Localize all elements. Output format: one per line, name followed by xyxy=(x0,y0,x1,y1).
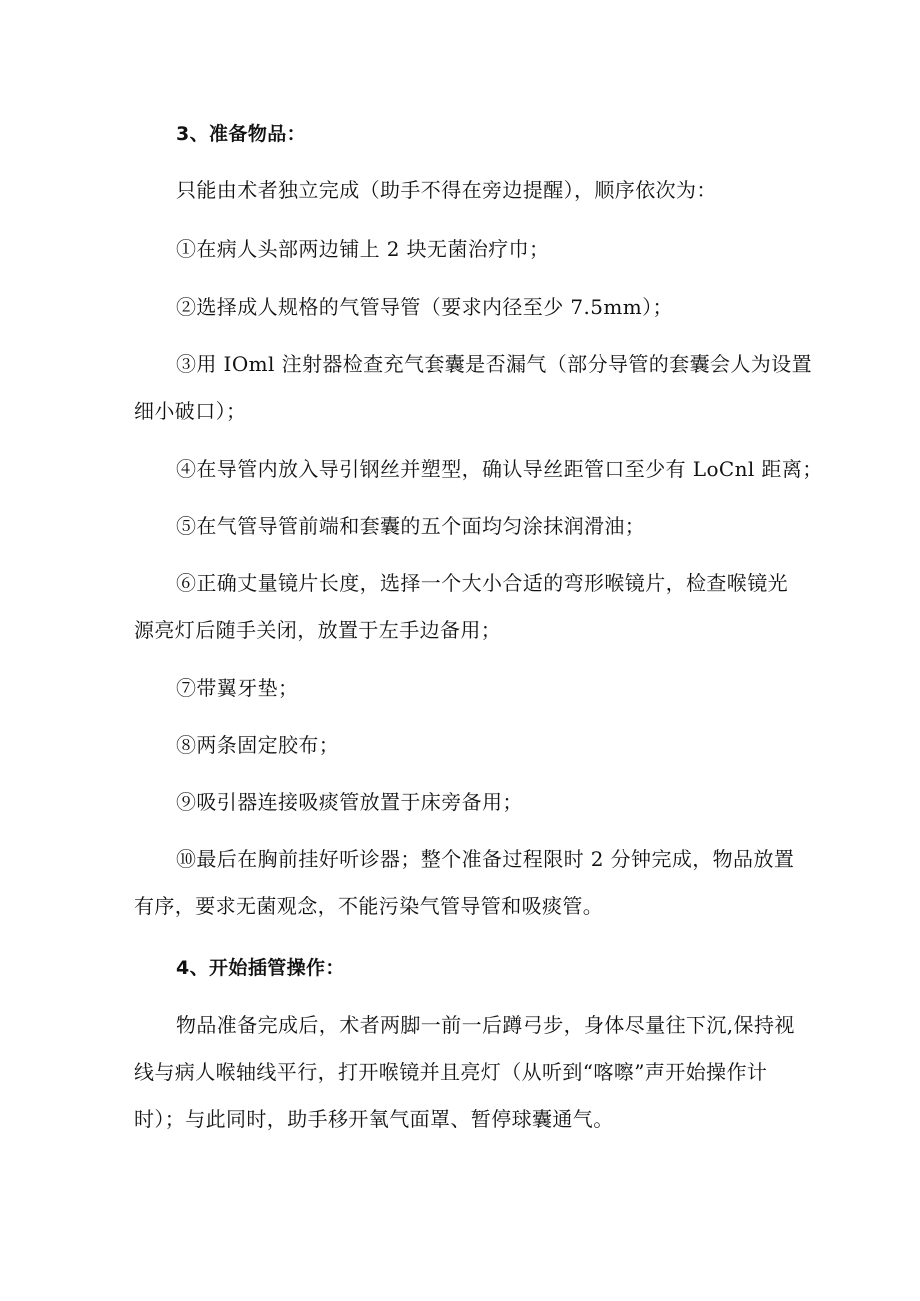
section-4-paragraph-line-2: 线与病人喉轴线平行，打开喉镜并且亮灯（从听到“喀嚓”声开始操作计 xyxy=(134,1060,768,1084)
prep-item-7: ⑦带翼牙垫； xyxy=(176,676,299,700)
prep-item-6-line-2: 源亮灯后随手关闭，放置于左手边备用； xyxy=(134,618,502,642)
prep-item-5: ⑤在气管导管前端和套囊的五个面均匀涂抹润滑油； xyxy=(176,514,646,538)
prep-item-8: ⑧两条固定胶布； xyxy=(176,733,340,757)
prep-item-10-line-1: ⑩最后在胸前挂好听诊器；整个准备过程限时 2 分钟完成，物品放置 xyxy=(176,847,795,871)
section-3-intro: 只能由术者独立完成（助手不得在旁边提醒），顺序依次为： xyxy=(176,178,717,202)
prep-item-9: ⑨吸引器连接吸痰管放置于床旁备用； xyxy=(176,790,523,814)
prep-item-10-line-2: 有序，要求无菌观念，不能污染气管导管和吸痰管。 xyxy=(134,894,604,918)
prep-item-1: ①在病人头部两边铺上 2 块无菌治疗巾； xyxy=(176,237,550,261)
prep-item-6-line-1: ⑥正确丈量镜片长度，选择一个大小合适的弯形喉镜片，检查喉镜光 xyxy=(176,571,788,595)
prep-item-3-line-1: ③用 IOml 注射器检查充气套囊是否漏气（部分导管的套囊会人为设置 xyxy=(176,352,812,376)
prep-item-2: ②选择成人规格的气管导管（要求内径至少 7.5mm）； xyxy=(176,295,673,319)
section-4-paragraph-line-3: 时）；与此同时，助手移开氧气面罩、暂停球囊通气。 xyxy=(134,1107,614,1131)
prep-item-4: ④在导管内放入导引钢丝并塑型，确认导丝距管口至少有 LoCnl 距离； xyxy=(176,457,823,481)
section-4-paragraph-line-1: 物品准备完成后，术者两脚一前一后蹲弓步，身体尽量往下沉,保持视 xyxy=(176,1013,795,1037)
section-3-heading: 3、准备物品： xyxy=(176,123,307,145)
prep-item-3-line-2: 细小破口）； xyxy=(134,399,247,423)
section-4-heading: 4、开始插管操作： xyxy=(176,957,345,979)
